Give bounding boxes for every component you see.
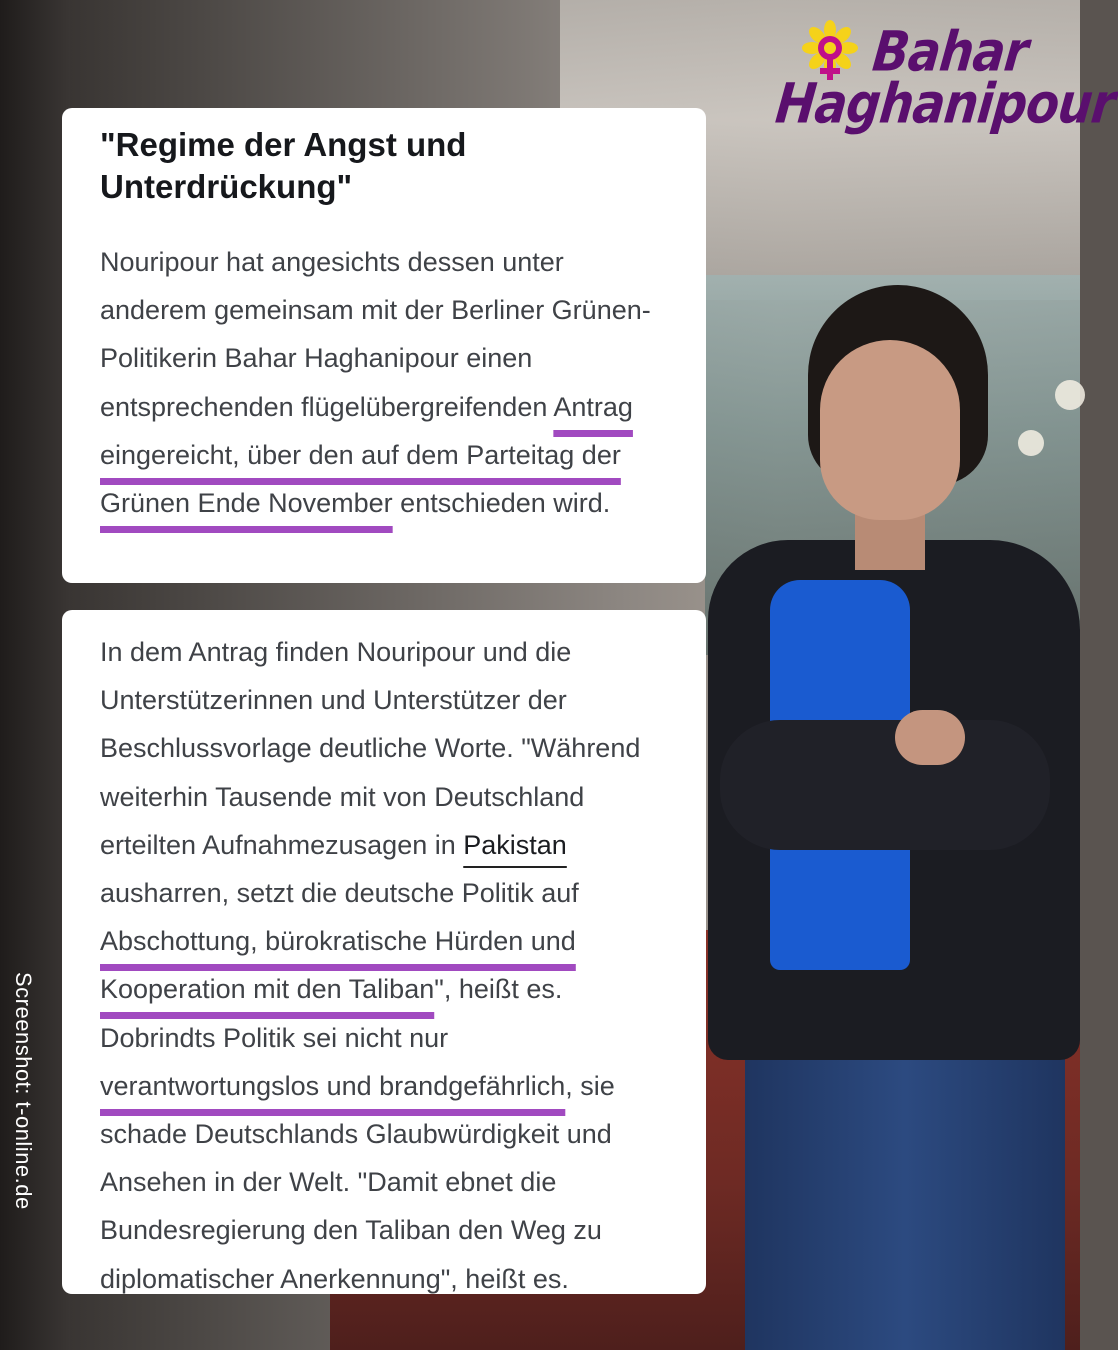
- highlighted-text: Abschottung, bürokratische Hürden und Kooperation mit den Taliban: [100, 926, 576, 1005]
- text-run: Nouripour hat angesichts dessen unter anderem gemeinsam mit der Berliner Grünen-Politikerin Bahar Haghanipour einen entsprechenden flügelübergreifenden: [100, 247, 651, 422]
- article-heading: "Regime der Angst und Unterdrückung": [100, 126, 467, 205]
- screenshot-source-caption: Screenshot: t-online.de: [11, 972, 36, 1210]
- person-photo: [700, 280, 1080, 1350]
- article-paragraph-2: [100, 628, 668, 1303]
- person-face: [820, 340, 960, 520]
- logo-first-name: Bahar: [869, 19, 1031, 85]
- logo: [772, 10, 1118, 137]
- text-run: , sie schade Deutschlands Glaubwürdigkeit und Ansehen in der Welt. "Damit ebnet die Bundesregierung den Taliban den Weg zu diplomatischer Anerkennung", heißt es.: [100, 1070, 615, 1294]
- article-paragraph-1: [100, 238, 668, 527]
- text-run: entschieden wird.: [392, 488, 611, 519]
- text-run: ", heißt es. Dobrindts Politik sei nicht nur: [100, 974, 563, 1053]
- logo-last-name: Haghanipour: [772, 71, 1118, 137]
- article-card-1: [62, 108, 706, 583]
- highlighted-text: Antrag eingereicht, über den auf dem Parteitag der Grünen Ende November: [100, 391, 633, 519]
- person-hand: [895, 710, 965, 765]
- article-card-2: [62, 610, 706, 1294]
- text-run: In dem Antrag finden Nouripour und die Unterstützerinnen und Unterstützer der Beschlussvorlage deutliche Worte. "Während weiterhin Tausende mit von Deutschland erteilten Aufnahmezusagen in: [100, 637, 641, 860]
- pakistan-link[interactable]: Pakistan: [463, 829, 567, 860]
- person-crossed-arms: [720, 720, 1050, 850]
- highlighted-text: verantwortungslos und brandgefährlich: [100, 1070, 566, 1101]
- text-run: ausharren, setzt die deutsche Politik auf: [100, 878, 579, 909]
